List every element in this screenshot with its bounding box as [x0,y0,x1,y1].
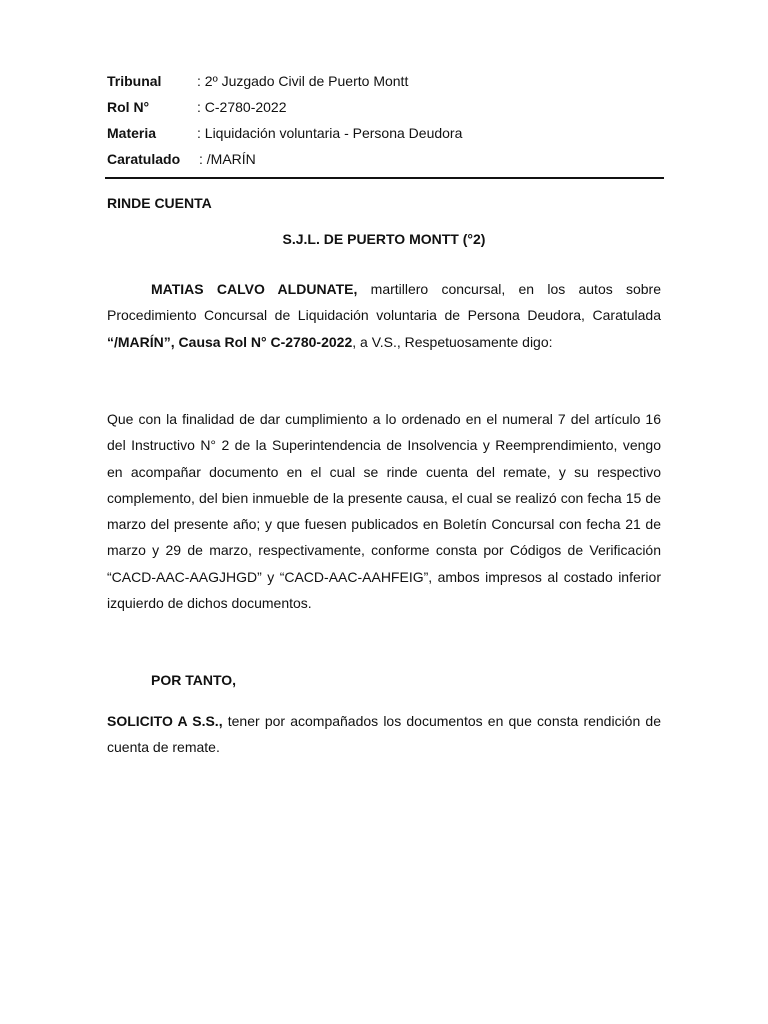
por-tanto-heading: POR TANTO, [151,672,237,688]
header-row-caratulado [107,148,667,174]
header-row-tribunal [107,70,667,96]
body-paragraph: Que con la finalidad de dar cumplimiento a lo ordenado en el numeral 7 del artículo 16 del Instructivo N° 2 de la Superintendencia de Insolvencia y Reemprendimiento, vengo en acompañar documento en el cual se rinde cuenta del remate, y su respectivo complemento, del bien inmueble de la presente causa, el cual se realizó con fecha 15 de marzo del presente año; y que fuesen publicados en Boletín Concursal con fecha 21 de marzo y 29 de marzo, respectivamente, conforme consta por Códigos de Verificación “CACD-AAC-AAGJHGD” y “CACD-AAC-AAHFEIG”, ambos impresos al costado inferior izquierdo de dichos documentos. [107,411,661,612]
header-divider [105,177,664,179]
addressee-heading [0,228,768,250]
header-value-materia: : Liquidación voluntaria - Persona Deudora [197,125,463,141]
addressee-text: S.J.L. DE PUERTO MONTT (°2) [282,231,486,247]
header-label-tribunal: Tribunal [107,73,162,89]
request-lead: SOLICITO A S.S., [107,713,223,729]
header-label-materia: Materia [107,125,157,141]
header-row-rol [107,96,667,122]
request-paragraph [107,708,661,761]
header-label-rol: Rol N° [107,99,150,115]
header-value-tribunal: : 2º Juzgado Civil de Puerto Montt [197,73,409,89]
intro-paragraph [107,276,661,355]
header-row-materia [107,122,667,148]
header-label-caratulado: Caratulado [107,151,181,167]
header-value-caratulado: : /MARÍN [199,151,256,167]
header-value-rol: : C-2780-2022 [197,99,287,115]
intro-text-a: martillero concursal, en los autos sobre Procedimiento Concursal de Liquidación voluntaria de Persona Deudora, Caratulada [107,281,661,324]
intro-text-b: , a V.S., Respetuosamente digo: [352,333,553,350]
request-text: tener por acompañados los documentos en que consta rendición de cuenta de remate. [107,713,661,756]
auctioneer-name: MATIAS CALVO ALDUNATE, [151,281,358,297]
case-header [107,70,667,174]
case-reference: “/MARÍN”, Causa Rol N° C-2780-2022 [107,333,353,350]
document-title: RINDE CUENTA [107,195,212,211]
